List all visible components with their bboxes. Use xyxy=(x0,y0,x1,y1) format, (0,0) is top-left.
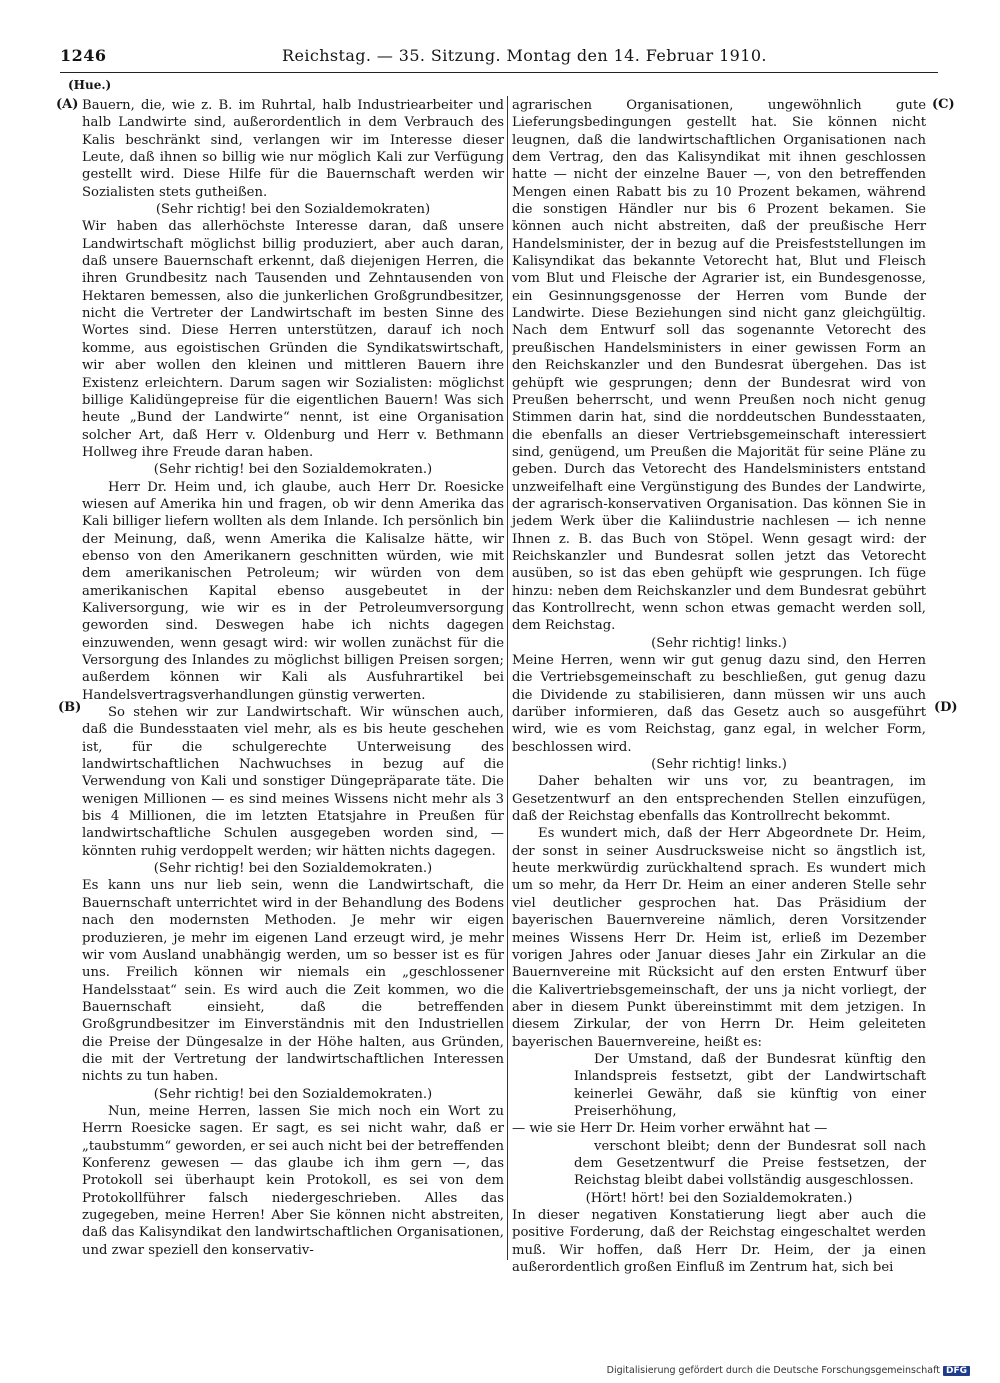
right-column-quotation: Der Umstand, daß der Bundesrat künftig den Inlandspreis festsetzt, gibt der Landwirtschaft keinerlei Gewähr, daß sie künftig von einer Preiserhöhung, xyxy=(574,1051,926,1119)
left-column xyxy=(82,97,504,1259)
margin-marker-a: (A) xyxy=(56,97,79,112)
left-column-paragraph: Wir haben das allerhöchste Interesse daran, daß unsere Landwirtschaft möglichst billig produziert, aber auch daran, daß unsere Bauernschaft erkennt, daß diejenigen Herren, die ihren Grundbesitz nach Tausenden und Zehntausenden von Hektaren bemessen, also die junkerlichen Großgrundbesitzer, nicht die Vertreter der Landwirtschaft im besten Sinne des Wortes sind. Diese Herren unterstützen, darauf ich noch komme, aus egoistischen Gründen die Syndikatswirtschaft, wir aber wollen den kleinen und mittleren Bauern ihre Existenz erleichtern. Darum sagen wir Sozialisten: möglichst billige Kalidüngepreise für die eigentlichen Bauern! Was sich heute „Bund der Landwirte“ nennt, ist eine Organisation solcher Art, daß Herr v. Oldenburg und Herr v. Bethmann Hollweg ihre Freude daran haben. xyxy=(82,219,504,460)
running-title: Reichstag. — 35. Sitzung. Montag den 14. Februar 1910. xyxy=(282,46,767,65)
left-column-paragraph: So stehen wir zur Landwirtschaft. Wir wünschen auch, daß die Bundesstaaten viel mehr, als es bis heute geschehen ist, für die schulgerechte Unterweisung des landwirtschaftlichen Nachwuchses in bezug auf die Verwendung von Kali und sonstiger Düngepräparate täte. Die wenigen Millionen — es sind meines Wissens nicht mehr als 3 bis 4 Millionen, die im letzten Etatsjahre in Preußen für landwirtschaftliche Schulen ausgegeben worden sind, — könnten ruhig verdoppelt werden; wir hätten nichts dagegen. xyxy=(82,705,504,859)
left-column-interjection: (Sehr richtig! bei den Sozialdemokraten.) xyxy=(153,462,433,478)
speaker-label: (Hue.) xyxy=(68,78,112,92)
margin-marker-b: (B) xyxy=(58,700,82,715)
margin-marker-c: (C) xyxy=(932,97,955,112)
right-column-paragraph: In dieser negativen Konstatierung liegt aber auch die positive Forderung, daß der Reichstag eingeschaltet werden muß. Wir hoffen, daß Herr Dr. Heim, der ja einen außerordentlich großen Einfluß im Zentrum hat, sich bei xyxy=(512,1208,926,1276)
margin-marker-d: (D) xyxy=(934,700,958,715)
right-column-quotation: verschont bleibt; denn der Bundesrat soll nach dem Gesetzentwurf die Preise festsetzen, der Reichstag bleibt dabei vollständig ausgeschlossen. xyxy=(574,1138,926,1189)
right-column-paragraph: Es wundert mich, daß der Herr Abgeordnete Dr. Heim, der sonst in seiner Ausdrucksweise nicht so ängstlich ist, heute merkwürdig zurückhaltend sprach. Es wundert mich um so mehr, da Herr Dr. Heim an einer anderen Stelle sehr viel deutlicher gesprochen hat. Das Präsidium der bayerischen Bauernvereine nämlich, deren Vorsitzender meines Wissens Herr Dr. Heim ist, erließ im Dezember vorigen Jahres oder Januar dieses Jahr ein Zirkular an die Bauernvereine mit Rücksicht auf den ersten Entwurf über die Kalivertriebsgemeinschaft, der uns ja nicht vorliegt, der aber in diesem Punkt übereinstimmt mit dem jetzigen. In diesem Zirkular, der von Herrn Dr. Heim geleiteten bayerischen Bauernvereine, heißt es: xyxy=(512,826,926,1050)
right-column-aside: — wie sie Herr Dr. Heim vorher erwähnt hat — xyxy=(512,1121,828,1137)
digitization-credit xyxy=(607,1365,970,1376)
left-column-interjection: (Sehr richtig! bei den Sozialdemokraten) xyxy=(155,202,431,218)
right-column-paragraph: Daher behalten wir uns vor, zu beantragen, im Gesetzentwurf an den entsprechenden Stellen einzufügen, daß der Reichstag ebenfalls das Kontrollrecht bekommt. xyxy=(512,774,926,825)
column-divider xyxy=(507,96,508,1260)
left-column-paragraph: Nun, meine Herren, lassen Sie mich noch ein Wort zu Herrn Roesicke sagen. Er sagt, es sei nicht wahr, daß er „taubstumm“ geworden, er sei auch nicht bei der betreffenden Konferenz gewesen — das glaube ich ihm gern —, das Protokoll sei überhaupt kein Protokoll, es sei von dem Protokollführer falsch niedergeschrieben. Alles das zugegeben, meine Herren! Aber Sie können nicht abstreiten, daß das Kalisyndikat den landwirtschaftlichen Organisationen, und zwar speziell den konservativ- xyxy=(82,1103,504,1258)
page-number: 1246 xyxy=(60,46,107,65)
left-column-paragraph: Es kann uns nur lieb sein, wenn die Landwirtschaft, die Bauernschaft unterrichtet wird in der Behandlung des Bodens nach den modernsten Methoden. Je mehr wir eigen produzieren, je mehr im eigenen Land erzeugt wird, je mehr wir vom Ausland unabhängig werden, um so besser ist es für uns. Freilich können wir niemals ein „geschlossener Handelsstaat“ sein. Es wird auch die Zeit kommen, wo die Bauernschaft einsieht, daß die betreffenden Großgrundbesitzer im Einverständnis mit den Industriellen die Preise der Düngesalze in der Höhe halten, aus Gründen, die mit der Vertretung der landwirtschaftlichen Interessen nichts zu tun haben. xyxy=(82,878,504,1085)
left-column-interjection: (Sehr richtig! bei den Sozialdemokraten.) xyxy=(153,1086,433,1102)
right-column-interjection: (Sehr richtig! links.) xyxy=(651,635,787,651)
right-column-paragraph: agrarischen Organisationen, ungewöhnlich gute Lieferungsbedingungen gestellt hat. Sie können nicht leugnen, daß die landwirtschaftlichen Organisationen nach dem Vertrag, den das Kalisyndikat mit ihnen geschlossen hatte — nicht der einzelne Bauer —, von den betreffenden Mengen einen Rabatt bis zu 10 Prozent bekamen, während die sonstigen Händler nur bis 6 Prozent bekamen. Sie können auch nicht abstreiten, daß der preußische Herr Handelsminister, der in bezug auf die Preisfeststellungen im Kalisyndikat das bekannte Vetorecht hat, Blut und Fleisch vom Blut und Fleische der Agrarier ist, ein Bundesgenosse, ein Gesinnungsgenosse der Herren vom Bunde der Landwirte. Diese Beziehungen sind nicht ganz gleichgültig. Nach dem Entwurf soll das sogenannte Vetorecht des preußischen Handelsministers in einer gewissen Form an den Reichskanzler und den Bundesrat übergehen. Das ist gehüpft wie gesprungen; denn der Bundesrat wird von Preußen beherrscht, und wenn Preußen noch nicht genug Stimmen darin hat, sind die norddeutschen Bundesstaaten, die ebenfalls an dieser Vertriebsgemeinschaft interessiert sind, genügend, um Preußen die Majorität für seine Pläne zu geben. Durch das Vetorecht des Handelsministers entstand unzweifelhaft eine Vergünstigung des Bundes der Landwirte, der agrarisch-konservativen Organisation. Das können Sie in jedem Werk über die Kaliindustrie nachlesen — ich nenne Ihnen z. B. das Buch von Stöpel. Wenn gesagt wird: der Reichskanzler und Bundesrat sollen jetzt das Vetorecht ausüben, so ist das eben gehüpft wie gesprungen. Ich füge hinzu: neben dem Reichskanzler und dem Bundesrat gebührt das Kontrollrecht, wenn schon etwas gemacht werden soll, dem Reichstag. xyxy=(512,98,926,634)
page-header xyxy=(60,44,938,73)
right-column-interjection: (Hört! hört! bei den Sozialdemokraten.) xyxy=(585,1190,853,1206)
left-column-paragraph: Bauern, die, wie z. B. im Ruhrtal, halb Industriearbeiter und halb Landwirte sind, außerordentlich in dem Verbrauch des Kalis beschränkt sind, verlangen wir im Interesse dieser Leute, daß ihnen so billig wie nur möglich Kali zur Verfügung gestellt wird. Diese Hilfe für die Bauernschaft werden wir Sozialisten stets gutheißen. xyxy=(82,98,504,200)
right-column-interjection: (Sehr richtig! links.) xyxy=(651,757,787,773)
credit-text: Digitalisierung gefördert durch die Deutsche Forschungsgemeinschaft xyxy=(606,1365,940,1376)
right-column-paragraph: Meine Herren, wenn wir gut genug dazu sind, den Herren die Vertriebsgemeinschaft zu beschließen, gut genug dazu die Dividende zu stabilisieren, dann müssen wir uns auch darüber informieren, daß das Gesetz auch so ausgeführt wird, wie es vom Reichstag, ganz egal, in welcher Form, beschlossen wird. xyxy=(512,653,926,755)
left-column-paragraph: Herr Dr. Heim und, ich glaube, auch Herr Dr. Roesicke wiesen auf Amerika hin und fragen, ob wir denn Amerika das Kali billiger liefern wollten als dem Inlande. Ich persönlich bin der Meinung, daß, wenn Amerika die Kalisalze hätte, wir ebenso von den Amerikanern geschnitten würden, wie mit dem amerikanischen Petroleum; wir würden von dem amerikanischen Kapital ebenso ausgebeutet in der Kaliversorgung, wie wir es in der Petroleumversorgung geworden sind. Deswegen habe ich nichts dagegen einzuwenden, wenn gesagt wird: wir wollen zunächst für die Versorgung des Inlandes zu möglichst billigen Preisen sorgen; außerdem können wir Kali als Ausfuhrartikel bei Handelsvertragsverhandlungen günstig verwerten. xyxy=(82,479,504,703)
dfg-logo: DFG xyxy=(943,1366,970,1376)
right-column xyxy=(512,97,926,1276)
left-column-interjection: (Sehr richtig! bei den Sozialdemokraten.) xyxy=(153,861,433,877)
